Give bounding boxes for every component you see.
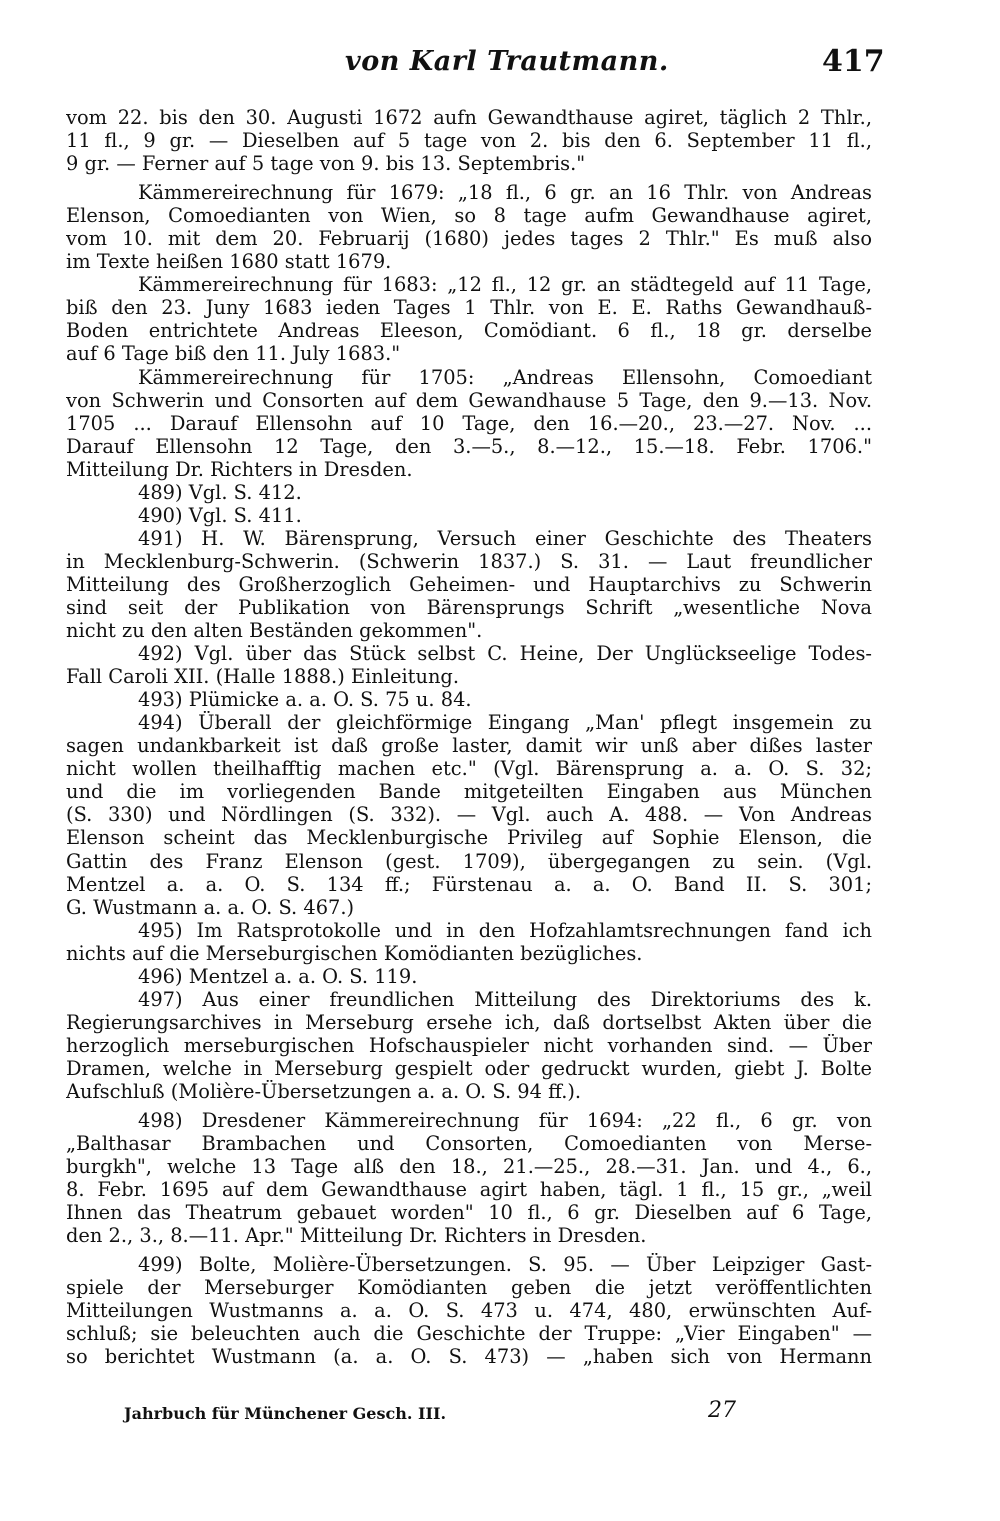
text-line: spiele der Merseburger Komödianten geben die jetzt veröffentlichten: [66, 1276, 872, 1300]
text-line: den 2., 3., 8.—11. Apr." Mitteilung Dr. Richters in Dresden.: [66, 1224, 647, 1248]
text-line: von Schwerin und Consorten auf dem Gewandhause 5 Tage, den 9.—13. Nov.: [66, 388, 872, 412]
text-line: (S. 330) und Nördlingen (S. 332). — Vgl. auch A. 488. — Von Andreas: [66, 803, 872, 827]
text-line: nicht wollen theilhafftig machen etc." (Vgl. Bärensprung a. a. O. S. 32;: [66, 757, 872, 781]
text-line: sind seit der Publikation von Bärensprungs Schrift „wesentliche Nova: [66, 595, 872, 619]
page-body: [66, 106, 872, 1369]
footnote-491: 491) H. W. Bärensprung, Versuch einer Geschichte des Theaters: [138, 526, 872, 550]
text-line: schluß; sie beleuchten auch die Geschichte der Truppe: „Vier Eingaben" —: [66, 1322, 872, 1346]
footnote-497: 497) Aus einer freundlichen Mitteilung des Direktoriums des k.: [138, 987, 872, 1011]
text-line: vom 22. bis den 30. Augusti 1672 aufn Gewandthause agiret, täglich 2 Thlr.,: [66, 106, 872, 129]
text-line: Dramen, welche in Merseburg gespielt oder gedruckt wurden, giebt J. Bolte: [66, 1056, 872, 1080]
footnote-493: 493) Plümicke a. a. O. S. 75 u. 84.: [138, 688, 472, 712]
printer-signature: Jahrbuch für Münchener Gesch. III.: [124, 1404, 447, 1423]
text-line: Kämmereirechnung für 1679: „18 fl., 6 gr. an 16 Thlr. von Andreas: [138, 181, 872, 205]
text-line: Boden entrichtete Andreas Eleeson, Comödiant. 6 fl., 18 gr. derselbe: [66, 319, 872, 343]
text-line: Darauf Ellensohn 12 Tage, den 3.—5., 8.—12., 15.—18. Febr. 1706.": [66, 434, 872, 458]
running-title: von Karl Trautmann.: [345, 46, 669, 77]
text-line: auf 6 Tage biß den 11. July 1683.": [66, 342, 401, 366]
footnote-498: 498) Dresdener Kämmereirechnung für 1694: „22 fl., 6 gr. von: [138, 1109, 872, 1133]
text-line: G. Wustmann a. a. O. S. 467.): [66, 895, 355, 919]
text-line: Ihnen das Theatrum gebauet worden" 10 fl., 6 gr. Dieselben auf 6 Tage,: [66, 1201, 872, 1225]
footnote-492: 492) Vgl. über das Stück selbst C. Heine, Der Unglückseelige Todes-: [138, 642, 872, 666]
footnote-489: 489) Vgl. S. 412.: [138, 480, 302, 504]
text-line: herzoglich merseburgischen Hofschauspieler nicht vorhanden sind. — Über: [66, 1033, 872, 1057]
text-line: in Mecklenburg-Schwerin. (Schwerin 1837.) S. 31. — Laut freundlicher: [66, 549, 872, 573]
footnote-494: 494) Überall der gleichförmige Eingang „Man' pflegt insgemein zu: [138, 711, 872, 735]
page-header: [0, 46, 1000, 86]
text-line: Kämmereirechnung für 1683: „12 fl., 12 gr. an städtegeld auf 11 Tage,: [138, 273, 872, 297]
text-line: Mitteilung des Großherzoglich Geheimen- und Hauptarchivs zu Schwerin: [66, 572, 872, 596]
text-line: 9 gr. — Ferner auf 5 tage von 9. bis 13. Septembris.": [66, 152, 586, 176]
footnote-499: 499) Bolte, Molière-Übersetzungen. S. 95. — Über Leipziger Gast-: [138, 1253, 872, 1277]
text-line: 11 fl., 9 gr. — Dieselben auf 5 tage von 2. bis den 6. September 11 fl.,: [66, 129, 872, 153]
text-line: Mitteilungen Wustmanns a. a. O. S. 473 u. 474, 480, erwünschten Auf-: [66, 1299, 872, 1323]
text-line: Fall Caroli XII. (Halle 1888.) Einleitung.: [66, 665, 460, 689]
text-line: nicht zu den alten Beständen gekommen".: [66, 619, 483, 643]
text-line: sagen undankbarkeit ist daß große laster, damit wir unß aber dißes laster: [66, 734, 872, 758]
text-line: Elenson, Comoedianten von Wien, so 8 tage aufm Gewandhause agiret,: [66, 204, 872, 228]
text-line: burgkh", welche 13 Tage alß den 18., 21.—25., 28.—31. Jan. und 4., 6.,: [66, 1155, 872, 1179]
text-line: Mitteilung Dr. Richters in Dresden.: [66, 457, 413, 481]
text-line: Mentzel a. a. O. S. 134 ff.; Fürstenau a. a. O. Band II. S. 301;: [66, 872, 872, 896]
text-line: so berichtet Wustmann (a. a. O. S. 473) — „haben sich von Hermann: [66, 1345, 872, 1369]
text-line: im Texte heißen 1680 statt 1679.: [66, 250, 392, 274]
text-line: nichts auf die Merseburgischen Komödianten bezügliches.: [66, 941, 643, 965]
text-line: 1705 ... Darauf Ellensohn auf 10 Tage, den 16.—20., 23.—27. Nov. ...: [66, 411, 872, 435]
footnote-490: 490) Vgl. S. 411.: [138, 503, 302, 527]
text-line: 8. Febr. 1695 auf dem Gewandthause agirt haben, tägl. 1 fl., 15 gr., „weil: [66, 1178, 872, 1202]
text-line: Gattin des Franz Elenson (gest. 1709), übergegangen zu sein. (Vgl.: [66, 849, 872, 873]
text-line: Regierungsarchives in Merseburg ersehe ich, daß dortselbst Akten über die: [66, 1010, 872, 1034]
text-line: Kämmereirechnung für 1705: „Andreas Ellensohn, Comoediant: [138, 365, 872, 389]
page-number: 417: [822, 44, 885, 79]
text-line: biß den 23. Juny 1683 ieden Tages 1 Thlr. von E. E. Raths Gewandhauß-: [66, 296, 872, 320]
page-footer: [0, 1398, 1000, 1434]
footnote-495: 495) Im Ratsprotokolle und in den Hofzahlamtsrechnungen fand ich: [138, 918, 872, 942]
text-line: Elenson scheint das Mecklenburgische Privileg auf Sophie Elenson, die: [66, 826, 872, 850]
text-line: Aufschluß (Molière-Übersetzungen a. a. O. S. 94 ff.).: [66, 1079, 582, 1103]
text-line: und die im vorliegenden Bande mitgeteilten Eingaben aus München: [66, 780, 872, 804]
text-line: vom 10. mit dem 20. Februarij (1680) jedes tages 2 Thlr." Es muß also: [66, 227, 872, 251]
footnote-496: 496) Mentzel a. a. O. S. 119.: [138, 964, 418, 988]
sheet-number: 27: [708, 1398, 736, 1423]
text-line: „Balthasar Brambachen und Consorten, Comoedianten von Merse-: [66, 1132, 872, 1156]
